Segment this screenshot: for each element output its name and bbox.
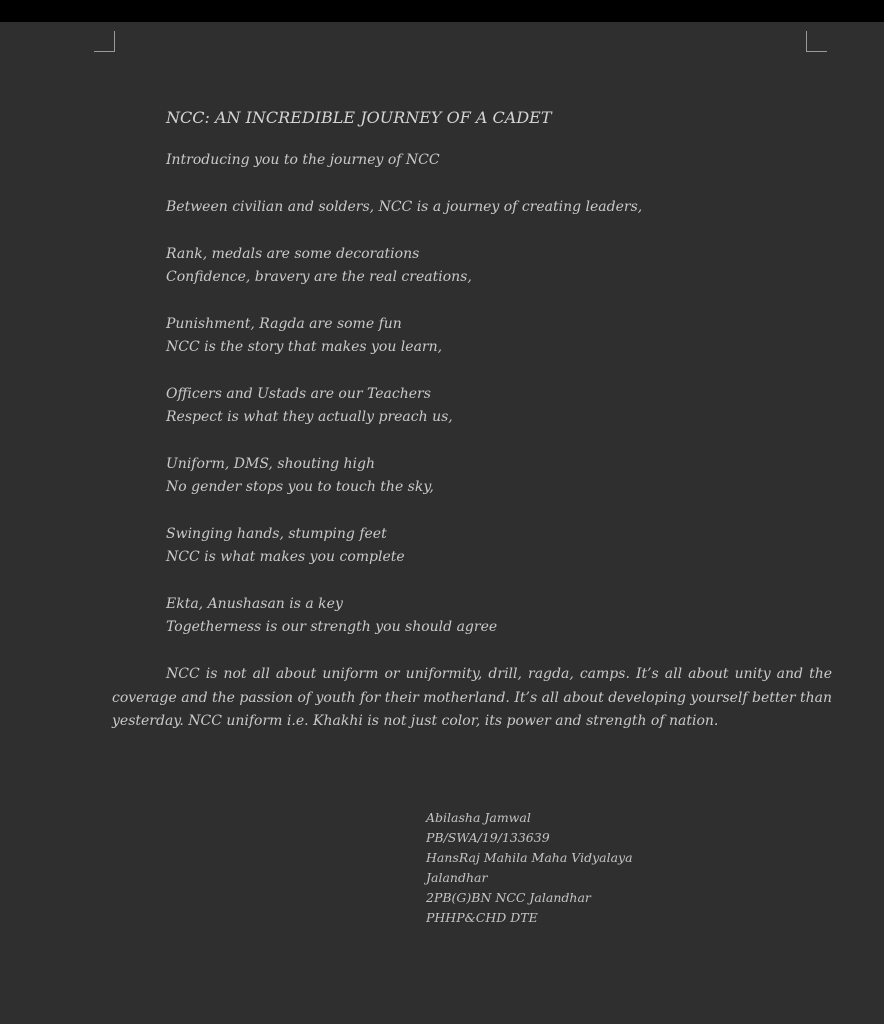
stanza-4	[166, 313, 832, 359]
page-margin-corner-left	[94, 31, 115, 52]
battalion: 2PB(G)BN NCC Jalandhar	[426, 890, 591, 905]
poem-line: Swinging hands, stumping feet	[166, 526, 387, 542]
poem-line: Respect is what they actually preach us,	[166, 409, 453, 425]
poem-line: Punishment, Ragda are some fun	[166, 316, 402, 332]
poem-line: Rank, medals are some decorations	[166, 246, 420, 262]
stanza-2	[166, 196, 832, 219]
stanza-1	[166, 149, 832, 172]
top-bar	[0, 0, 884, 22]
document-title: NCC: AN INCREDIBLE JOURNEY OF A CADET	[166, 108, 552, 127]
poem-line: Togetherness is our strength you should agree	[166, 619, 498, 635]
poem-line: Between civilian and solders, NCC is a journey of creating leaders,	[166, 199, 643, 215]
author-name: Abilasha Jamwal	[426, 810, 531, 825]
stanza-8	[166, 593, 832, 639]
stanza-6	[166, 453, 832, 499]
poem-line: No gender stops you to touch the sky,	[166, 479, 434, 495]
poem-line: Confidence, bravery are the real creations,	[166, 269, 472, 285]
college-name: HansRaj Mahila Maha Vidyalaya	[426, 850, 633, 865]
closing-paragraph: NCC is not all about uniform or uniformity, drill, ragda, camps. It’s all about unity and the coverage and the passion of youth for their motherland. It’s all about developing yourself better than yesterday. NCC uniform i.e. Khakhi is not just color, its power and strength of nation.	[112, 666, 832, 729]
poem-line: Officers and Ustads are our Teachers	[166, 386, 431, 402]
page-margin-corner-right	[806, 31, 827, 52]
poem-line: Uniform, DMS, shouting high	[166, 456, 375, 472]
city: Jalandhar	[426, 870, 488, 885]
cadet-number: PB/SWA/19/133639	[426, 830, 550, 845]
stanza-3	[166, 243, 832, 289]
poem-line: NCC is the story that makes you learn,	[166, 339, 443, 355]
poem-line: Ekta, Anushasan is a key	[166, 596, 343, 612]
directorate: PHHP&CHD DTE	[426, 910, 538, 925]
document-page	[112, 106, 832, 734]
poem-line: NCC is what makes you complete	[166, 549, 405, 565]
poem-line: Introducing you to the journey of NCC	[166, 152, 440, 168]
stanza-5	[166, 383, 832, 429]
signature-block	[426, 808, 633, 928]
stanza-7	[166, 523, 832, 569]
